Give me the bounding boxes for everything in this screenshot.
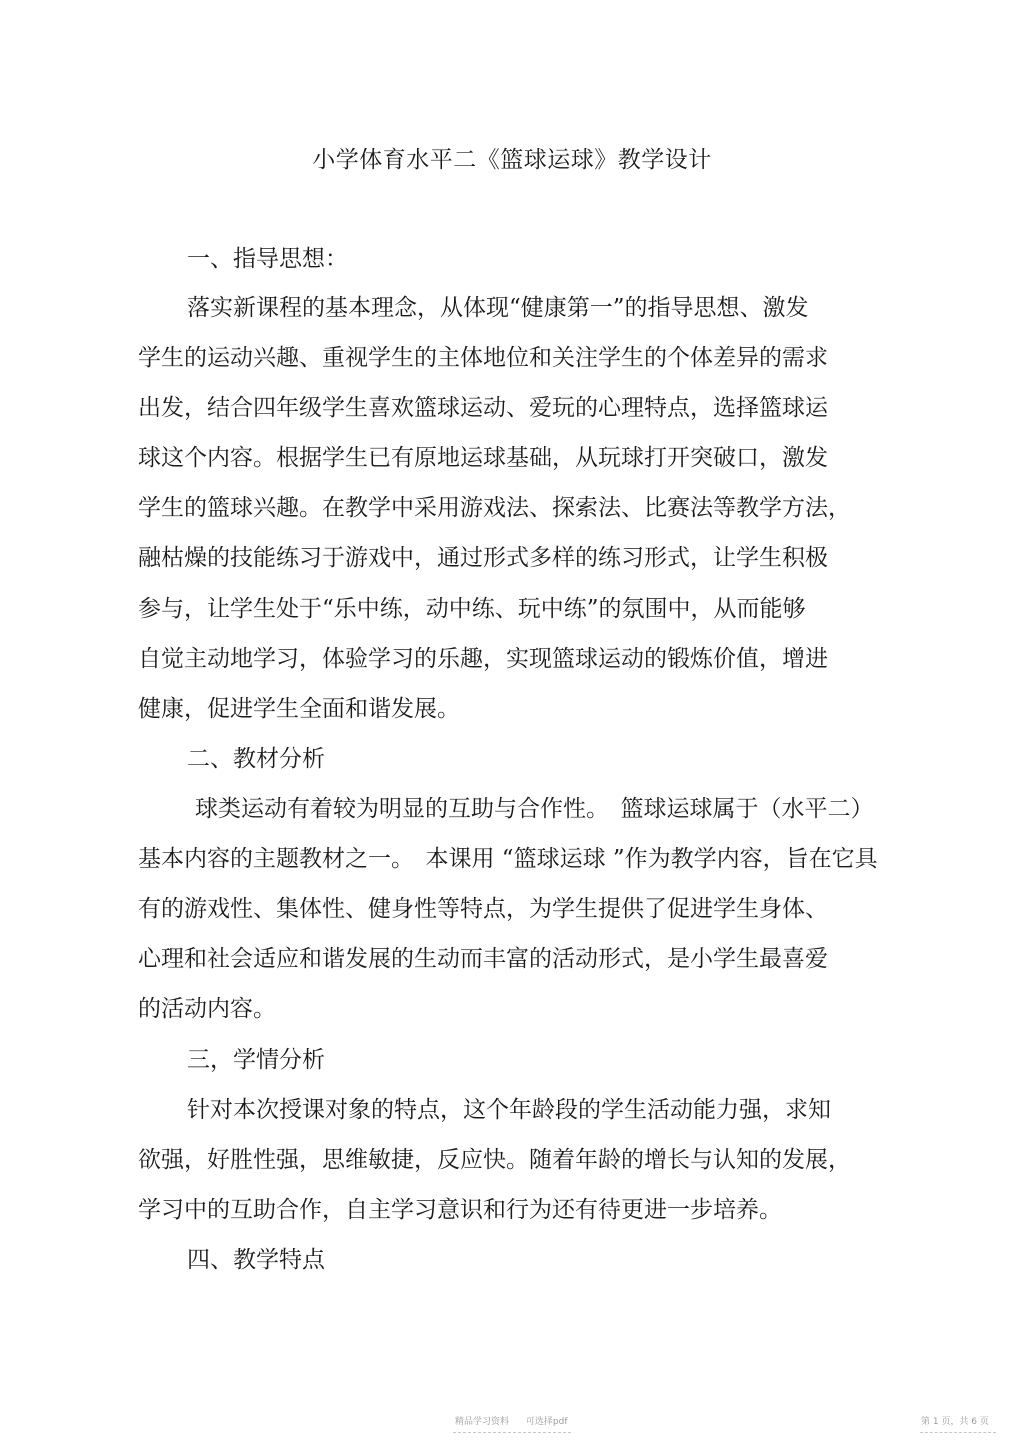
paragraph-line: 自觉主动地学习，体验学习的乐趣，实现篮球运动的锻炼价值，增进 [138, 646, 828, 672]
paragraph-line: 有的游戏性、集体性、健身性等特点，为学生提供了促进学生身体、 [138, 896, 828, 922]
paragraph-line: 的活动内容。 [138, 996, 276, 1022]
section-heading-student-analysis: 三，学情分析 [187, 1047, 325, 1073]
paragraph-line: 心理和社会适应和谐发展的生动而丰富的活动形式，是小学生最喜爱 [138, 946, 828, 972]
footer-page-number: 第 1 页，共 6 页 [921, 1417, 989, 1427]
paragraph-line: 欲强，好胜性强，思维敏捷，反应快。随着年龄的增长与认知的发展， [138, 1147, 851, 1173]
section-heading-guiding-ideology: 一、指导思想： [187, 246, 348, 272]
paragraph-line: 基本内容的主题教材之一。 本课用 “篮球运球 ”作为教学内容，旨在它具 [138, 846, 878, 872]
paragraph-line: 针对本次授课对象的特点，这个年龄段的学生活动能力强，求知 [187, 1097, 831, 1123]
paragraph-line: 落实新课程的基本理念，从体现“健康第一”的指导思想、激发 [187, 295, 809, 321]
footer-watermark [455, 1414, 568, 1427]
footer-divider-left [453, 1432, 571, 1433]
paragraph-line: 融枯燥的技能练习于游戏中，通过形式多样的练习形式，让学生积极 [138, 545, 828, 571]
paragraph-line: 出发，结合四年级学生喜欢篮球运动、爱玩的心理特点，选择篮球运 [138, 395, 828, 421]
paragraph-line: 参与，让学生处于“乐中练，动中练、玩中练”的氛围中，从而能够 [138, 596, 806, 622]
footer-left-text-1: 精品学习资料 [455, 1417, 510, 1427]
paragraph-line: 球这个内容。根据学生已有原地运球基础，从玩球打开突破口，激发 [138, 445, 828, 471]
paragraph-line: 健康，促进学生全面和谐发展。 [138, 696, 460, 722]
section-heading-material-analysis: 二、教材分析 [187, 746, 325, 772]
paragraph-line: 学习中的互助合作，自主学习意识和行为还有待更进一步培养。 [138, 1197, 782, 1223]
paragraph-line: 球类运动有着较为明显的互助与合作性。 篮球运球属于（水平二） [195, 796, 874, 822]
footer-left-text-2: 可选择pdf [525, 1417, 568, 1427]
footer-divider-right [920, 1432, 996, 1433]
paragraph-line: 学生的篮球兴趣。在教学中采用游戏法、探索法、比赛法等教学方法， [138, 495, 851, 521]
section-heading-teaching-features: 四、教学特点 [187, 1247, 325, 1273]
document-title: 小学体育水平二《篮球运球》教学设计 [312, 147, 712, 173]
paragraph-line: 学生的运动兴趣、重视学生的主体地位和关注学生的个体差异的需求 [138, 345, 828, 371]
